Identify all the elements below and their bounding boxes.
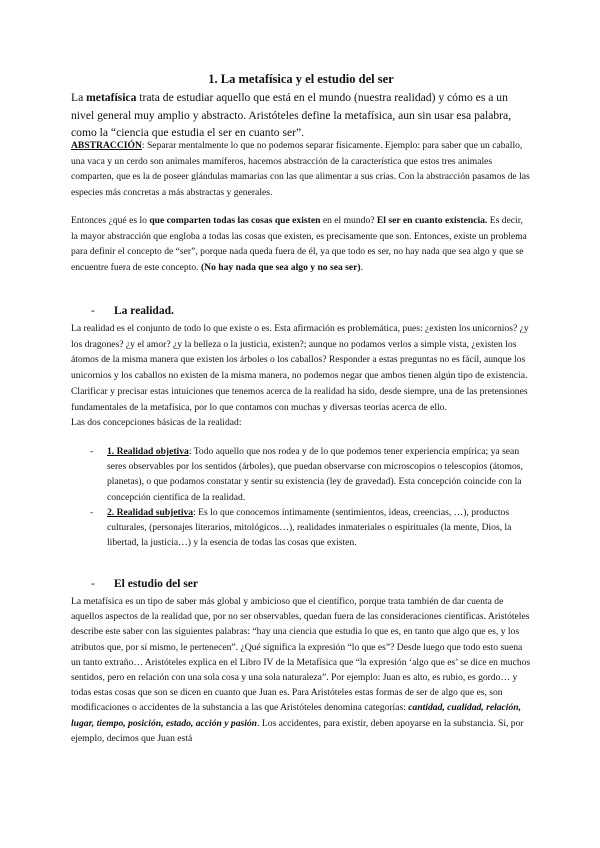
abstraccion-label: ABSTRACCIÓN — [71, 140, 142, 151]
abstraccion-paragraph: ABSTRACCIÓN: Separar mentalmente lo que no podemos separar físicamente. Ejemplo: para saber que un caballo, una vaca y un cerdo son animales mamíferos, hacemos abstracción de la característica que estos tres animales comparten, que es la de poseer glándulas mamarias con las que alimentar a sus crías. Con la abstracción pasamos de las especies más concretas a más abstractas y generales. — [71, 140, 530, 199]
realidad-heading: - La realidad. — [91, 305, 174, 317]
metafisica-term: metafísica — [86, 91, 137, 104]
list-item-realidad-objetiva: - 1. Realidad objetiva: Todo aquello que nos rodea y de lo que podemos tener experiencia empírica; ya sean seres observables por los sentidos (árboles), que puedan observarse con microscopios o telescopios (átomos, planetas), o que podamos constatar y sentir su existencia (ley de gravedad). Esta concepción coincide con la concepción científica de la realidad. — [90, 446, 523, 503]
page-title: 1. La metafísica y el estudio del ser — [208, 72, 394, 86]
categorias-list: cantidad, cualidad, relación, lugar, tiempo, posición, estado, acción y pasión — [71, 702, 521, 729]
estudio-paragraph: La metafísica es un tipo de saber más global y ambicioso que el científico, porque trata también de dar cuenta de aquellos aspectos de la realidad que, por no ser observables, quedan fuera de las consideraciones científicas. Aristóteles describe este saber con las siguientes palabras: “hay una ciencia que estudia lo que es, en tanto que algo que es, y los atributos que, por sí mismo, le pertenecen”. ¿Qué significa la expresión “lo que es”? Desde luego que todo esto suena un tanto extraño… Aristóteles explica en el Libro IV de la Metafísica que “la expresión ‘algo que es’ se dice en muchos sentidos, pero en relación con una sola cosa y una sola naturaleza”. Por ejemplo: Juan es alto, es rubio, es gordo… y todas estas cosas que son se dicen en cuanto que Juan es. Para Aristóteles estas formas de ser de algo que es, son modificaciones o accidentes de la substancia a las que Aristóteles denomina categorías: cantidad, cualidad, relación, lugar, tiempo, posición, estado, acción y pasión. Los accidentes, para existir, deben apoyarse en la substancia. Si, por ejemplo, decimos que Juan está — [71, 596, 531, 744]
intro-paragraph: La metafísica trata de estudiar aquello que está en el mundo (nuestra realidad) y cómo es a un nivel general muy amplio y abstracto. Aristóteles define la metafísica, aun sin usar esa palabra, como la “ciencia que estudia el ser en cuanto ser”. — [71, 91, 512, 139]
realidad-subjetiva-label: 2. Realidad subjetiva — [107, 507, 194, 518]
estudio-heading: - El estudio del ser — [91, 578, 199, 590]
entonces-paragraph: Entonces ¿qué es lo que comparten todas las cosas que existen en el mundo? El ser en cuanto existencia. Es decir, la mayor abstracción que engloba a todas las cosas que existen, es precisamente que son. Entonces, existe un problema para definir el concepto de “ser”, porque nada queda fuera de él, ya que todo es ser, no hay nada que sea algo y que se encuentre fuera de este concepto. (No hay nada que sea algo y no sea ser). — [71, 215, 527, 274]
realidad-objetiva-label: 1. Realidad objetiva — [107, 446, 189, 457]
realidad-paragraph: La realidad es el conjunto de todo lo que existe o es. Esta afirmación es problemática, pues: ¿existen los unicornios? ¿y los dragones? ¿y el amor? ¿y la belleza o la justicia, existen?; aunque no podamos verlos a simple vista, ¿existen los átomos de la misma manera que existen los árboles o los caballos? Responder a estas preguntas no es fácil, aunque los unicornios y los caballos no existen de la misma manera, no podemos negar que ambos tienen algún tipo de existencia. Clarificar y precisar estas intuiciones que tenemos acerca de la realidad ha sido, desde siempre, una de las pretensiones fundamentales de la metafísica, por lo que contamos con muchas y diversas teorías acerca de ello. Las dos concepciones básicas de la realidad: — [71, 323, 529, 429]
realidad-lead: Las dos concepciones básicas de la realidad: — [71, 417, 242, 429]
list-item-realidad-subjetiva: - 2. Realidad subjetiva: Es lo que conocemos íntimamente (sentimientos, ideas, creencias, …), productos culturales, (personajes literarios, mitológicos…), realidades inmateriales o espirituales (la mente, Dios, la libertad, la justicia…) y la esencia de todas las cosas que existen. — [90, 507, 512, 549]
